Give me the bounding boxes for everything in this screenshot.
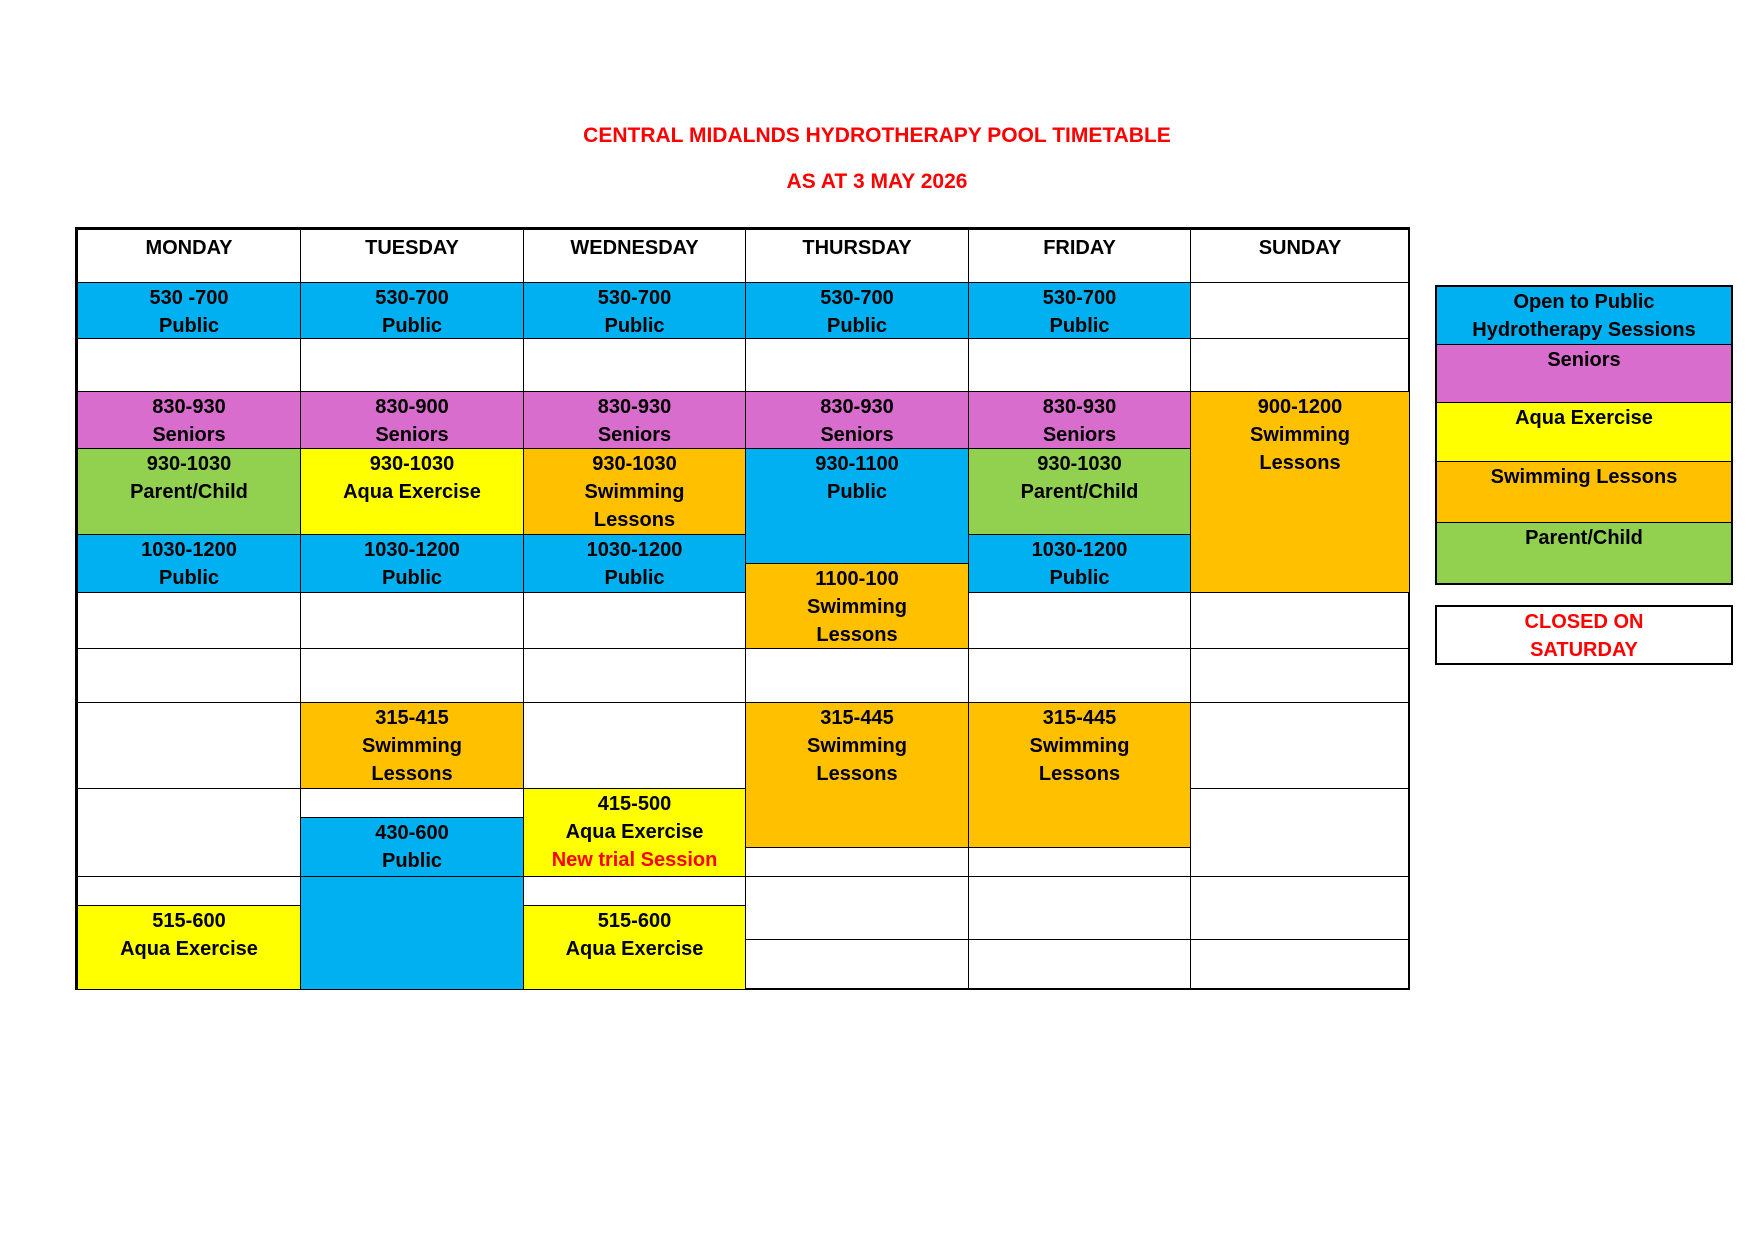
session-thursday-early-public: [745, 282, 969, 339]
session-tuesday-late-public: [300, 534, 524, 593]
session-label-line2: Lessons: [816, 624, 898, 646]
legend-seniors: Seniors: [1437, 345, 1731, 403]
closed-notice-line2: SATURDAY: [1530, 639, 1638, 661]
session-time: 530-700: [1042, 287, 1117, 309]
session-label-line2: Lessons: [371, 763, 453, 785]
session-tuesday-afternoon-public: [300, 817, 524, 877]
session-label: Seniors: [820, 424, 894, 446]
session-monday-aqua: [77, 905, 301, 990]
day-header-monday: MONDAY: [77, 229, 301, 283]
empty-slot: [1190, 702, 1410, 789]
session-label: Aqua Exercise: [565, 938, 704, 960]
session-label: Seniors: [597, 424, 672, 446]
session-label-line2: Lessons: [1259, 452, 1341, 474]
session-time: 830-900: [375, 396, 449, 418]
session-friday-late-public: [968, 534, 1191, 593]
page-subtitle: AS AT 3 MAY 2026: [786, 170, 968, 193]
session-time: 830-930: [597, 396, 672, 418]
session-tuesday-early-public: [300, 282, 524, 339]
empty-slot: [300, 648, 524, 703]
session-monday-parent-child: [77, 448, 301, 535]
empty-slot: [968, 592, 1191, 649]
session-time: 830-930: [152, 396, 226, 418]
session-time: 530-700: [820, 287, 894, 309]
empty-slot: [968, 338, 1191, 392]
empty-slot: [1190, 788, 1410, 877]
day-header-friday: FRIDAY: [968, 229, 1191, 283]
session-label: Public: [381, 567, 442, 589]
empty-slot: [77, 788, 301, 877]
session-friday-parent-child: [968, 448, 1191, 535]
session-label: Aqua Exercise: [120, 938, 258, 960]
session-time: 930-1030: [592, 453, 677, 475]
session-time: 930-1030: [369, 453, 455, 475]
session-label-line2: Lessons: [593, 509, 676, 531]
color-legend: [1435, 285, 1733, 585]
legend-swimming: Swimming Lessons: [1437, 462, 1731, 523]
session-thursday-afternoon-swimming: [745, 702, 969, 848]
session-label: Public: [158, 567, 219, 589]
session-tuesday-seniors: [300, 391, 524, 449]
session-friday-afternoon-swimming: [968, 702, 1191, 848]
new-trial-note: New trial Session: [551, 849, 718, 871]
empty-slot: [300, 592, 524, 649]
session-wednesday-swimming: [523, 448, 746, 535]
session-label: Aqua Exercise: [565, 821, 704, 843]
empty-slot: [77, 648, 301, 703]
session-label: Swimming: [806, 596, 907, 618]
day-header-sunday: SUNDAY: [1190, 229, 1410, 283]
session-time: 830-930: [820, 396, 894, 418]
empty-slot: [523, 338, 746, 392]
empty-slot: [523, 648, 746, 703]
session-label: Public: [381, 315, 442, 337]
empty-slot: [745, 648, 969, 703]
session-thursday-seniors: [745, 391, 969, 449]
legend-parent-child: Parent/Child: [1437, 523, 1731, 583]
empty-slot: [523, 702, 746, 789]
session-time: 1030-1200: [141, 539, 237, 561]
legend-public-line1: Open to Public: [1513, 291, 1655, 313]
empty-slot: [77, 338, 301, 392]
session-label: Seniors: [1042, 424, 1117, 446]
session-time: 930-1030: [146, 453, 232, 475]
empty-slot: [968, 648, 1191, 703]
empty-slot: [523, 592, 746, 649]
session-label: Swimming: [1029, 735, 1130, 757]
session-monday-early-public: [77, 282, 301, 339]
session-time: 430-600: [375, 822, 449, 844]
session-time: 1030-1200: [364, 539, 460, 561]
session-tuesday-public-continued: [300, 876, 524, 990]
session-label: Swimming: [1249, 424, 1350, 446]
session-time: 930-1100: [815, 453, 899, 475]
empty-slot: [77, 702, 301, 789]
session-time: 515-600: [152, 910, 226, 932]
empty-slot: [77, 876, 301, 906]
day-header-thursday: THURSDAY: [745, 229, 969, 283]
session-time: 530-700: [597, 287, 672, 309]
session-label: Public: [158, 315, 219, 337]
session-thursday-late-swimming: [745, 563, 969, 649]
timetable-grid: [75, 227, 1410, 990]
session-time: 830-930: [1042, 396, 1117, 418]
closed-notice-line1: CLOSED ON: [1524, 611, 1644, 633]
empty-slot: [968, 876, 1191, 940]
session-label: Seniors: [375, 424, 449, 446]
empty-slot: [1190, 592, 1410, 649]
session-label: Public: [1049, 315, 1110, 337]
empty-slot: [523, 876, 746, 906]
empty-slot: [1190, 648, 1410, 703]
empty-slot: [745, 847, 969, 877]
empty-slot: [77, 592, 301, 649]
empty-slot: [745, 876, 969, 940]
session-monday-seniors: [77, 391, 301, 449]
session-time: 315-445: [820, 707, 894, 729]
day-header-tuesday: TUESDAY: [300, 229, 524, 283]
legend-public-line2: Hydrotherapy Sessions: [1472, 319, 1696, 341]
empty-slot: [1190, 338, 1410, 392]
session-wednesday-late-public: [523, 534, 746, 593]
session-time: 515-600: [597, 910, 672, 932]
session-label: Public: [604, 315, 665, 337]
legend-aqua: Aqua Exercise: [1437, 403, 1731, 462]
session-wednesday-seniors: [523, 391, 746, 449]
session-time: 415-500: [597, 793, 672, 815]
legend-public: [1437, 287, 1731, 345]
session-tuesday-aqua: [300, 448, 524, 535]
session-label: Swimming: [361, 735, 462, 757]
session-friday-seniors: [968, 391, 1191, 449]
session-label: Seniors: [152, 424, 226, 446]
empty-slot: [300, 788, 524, 818]
empty-slot: [300, 338, 524, 392]
session-wednesday-aqua: [523, 905, 746, 990]
session-label: Public: [826, 315, 887, 337]
day-header-wednesday: WEDNESDAY: [523, 229, 746, 283]
session-wednesday-aqua-trial: [523, 788, 746, 877]
session-time: 530-700: [375, 287, 449, 309]
session-label: Swimming: [584, 481, 685, 503]
session-time: 1100-100: [815, 568, 899, 590]
session-time: 1030-1200: [1031, 539, 1128, 561]
page-title: CENTRAL MIDALNDS HYDROTHERAPY POOL TIMETABLE: [583, 124, 1171, 147]
empty-slot: [1190, 939, 1410, 990]
closed-saturday-notice: [1435, 605, 1733, 665]
empty-slot: [968, 939, 1191, 990]
session-time: 930-1030: [1037, 453, 1122, 475]
session-wednesday-early-public: [523, 282, 746, 339]
empty-slot: [1190, 282, 1410, 339]
session-label: Public: [381, 850, 442, 872]
session-label: Parent/Child: [1020, 481, 1139, 503]
empty-slot: [968, 847, 1191, 877]
session-monday-late-public: [77, 534, 301, 593]
session-label: Parent/Child: [130, 481, 248, 503]
session-time: 315-445: [1042, 707, 1117, 729]
session-label: Aqua Exercise: [343, 481, 481, 503]
session-time: 1030-1200: [586, 539, 683, 561]
session-label: Public: [826, 481, 887, 503]
session-time: 530 -700: [149, 287, 229, 309]
session-label: Swimming: [806, 735, 907, 757]
session-label: Public: [604, 567, 665, 589]
session-sunday-swimming: [1190, 391, 1410, 593]
session-label-line2: Lessons: [816, 763, 898, 785]
session-label: Public: [1049, 567, 1110, 589]
session-time: 315-415: [375, 707, 449, 729]
session-thursday-public: [745, 448, 969, 564]
session-friday-early-public: [968, 282, 1191, 339]
session-tuesday-swimming: [300, 702, 524, 789]
session-time: 900-1200: [1257, 396, 1343, 418]
empty-slot: [745, 939, 969, 990]
session-label-line2: Lessons: [1038, 763, 1121, 785]
empty-slot: [1190, 876, 1410, 940]
empty-slot: [745, 338, 969, 392]
